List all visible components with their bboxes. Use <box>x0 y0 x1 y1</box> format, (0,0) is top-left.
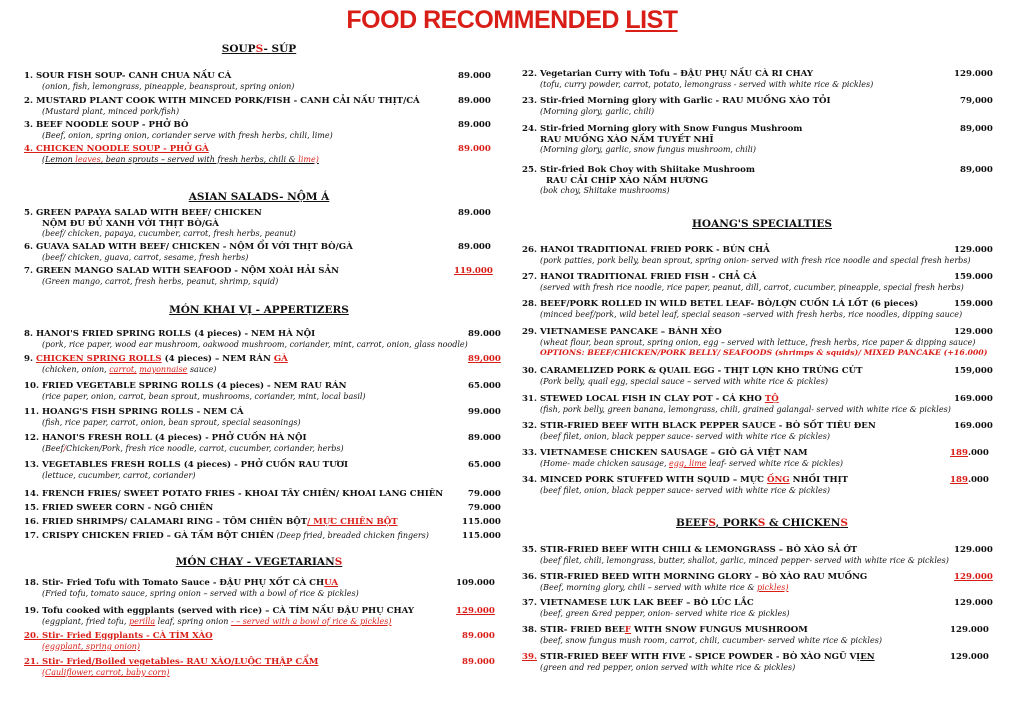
menu-item: 23. Stir-fried Morning glory with Garlic - RAU MUỐNG XÀO TỎI (Morning glory, garlic, chili) <box>522 96 831 116</box>
item-price: 89.000 <box>468 329 501 339</box>
item-price: 129.000 <box>954 245 993 255</box>
menu-item: 19. Tofu cooked with eggplants (served with rice) – CÀ TÍM NẤU ĐẬU PHỤ CHAY (eggplant, fried tofu, perilla leaf, spring onion - – served with a bowl of rice & pickles) <box>24 606 414 626</box>
menu-item: 21. Stir- Fried/Boiled vegetables- RAU XÀO/LUỘC THẬP CẨM (Cauliflower, carrot, baby corn) <box>24 657 319 677</box>
item-price: 89,000 <box>960 165 993 175</box>
item-price: 129.000 <box>954 69 993 79</box>
item-price: 169.000 <box>954 421 993 431</box>
menu-item: 8. HANOI'S FRIED SPRING ROLLS (4 pieces) - NEM HÀ NỘI (pork, rice paper, wood ear mushroom, oakwood mushroom, coriander, mint, carrot, onion, glass noodle) <box>24 329 468 349</box>
menu-item: 27. HANOI TRADITIONAL FRIED FISH - CHẢ CÁ (served with fresh rice noodle, rice paper, peanut, dill, carrot, cucumber, pineapple, special fresh herbs) <box>522 272 964 292</box>
menu-item: 20. Stir- Fried Eggplants - CÀ TÍM XÀO (eggplant, spring onion) <box>24 631 213 651</box>
menu-item: 5. GREEN PAPAYA SALAD WITH BEEF/ CHICKEN NỘM ĐU ĐỦ XANH VỚI THỊT BÒ/GÀ (beef/ chicken, papaya, cucumber, carrot, fresh herbs, peanut) <box>24 208 296 239</box>
item-price: 89.000 <box>468 433 501 443</box>
title-text: FOOD RECOMMENDED <box>346 6 626 34</box>
menu-item: 6. GUAVA SALAD WITH BEEF/ CHICKEN - NỘM ỔI VỚI THỊT BÒ/GÀ (beef/ chicken, guava, carrot, sesame, fresh herbs) <box>24 242 353 262</box>
menu-item: 4. CHICKEN NOODLE SOUP - PHỞ GÀ (Lemon leaves, bean sprouts – served with fresh herbs, chili & lime) <box>24 144 319 164</box>
menu-item: 33. VIETNAMESE CHICKEN SAUSAGE – GIÒ GÀ VIỆT NAM (Home- made chicken sausage, egg, lime leaf- served white rice & pickles) <box>522 448 844 468</box>
section-hoang-specialties: HOANG'S SPECIALTIES <box>692 218 832 230</box>
menu-item: 2. MUSTARD PLANT COOK WITH MINCED PORK/FISH - CANH CẢI NẤU THỊT/CÁ (Mustard plant, minced pork/fish) <box>24 96 420 116</box>
item-price: 159,000 <box>954 366 993 376</box>
menu-item: 11. HOANG'S FISH SPRING ROLLS - NEM CÁ (fish, rice paper, carrot, onion, bean sprout, special seasonings) <box>24 407 301 427</box>
menu-item: 32. STIR-FRIED BEEF WITH BLACK PEPPER SAUCE - BÒ SỐT TIÊU ĐEN (beef filet, onion, black pepper sauce- served with white rice & pickles) <box>522 421 876 441</box>
section-salads: ASIAN SALADS- NỘM Á <box>188 191 330 203</box>
menu-item: 16. FRIED SHRIMPS/ CALAMARI RING – TÔM CHIÊN BỘT/ MỰC CHIÊN BỘT <box>24 517 398 527</box>
menu-item: 35. STIR-FRIED BEEF WITH CHILI & LEMONGRASS – BÒ XÀO SẢ ỚT (beef filet, chili, lemongrass, butter, shallot, garlic, minced pepper- served with white rice & pickles) <box>522 545 949 565</box>
item-price: 99.000 <box>468 407 501 417</box>
title-list-word: LIST <box>625 6 678 34</box>
menu-item: 22. Vegetarian Curry with Tofu – ĐẬU PHỤ NẤU CÀ RI CHAY (tofu, curry powder, carrot, potato, lemongrass - served with white rice & pickles) <box>522 69 874 89</box>
menu-item: 7. GREEN MANGO SALAD WITH SEAFOOD - NỘM XOÀI HẢI SẢN (Green mango, carrot, fresh herbs, peanut, shrimp, squid) <box>24 266 340 286</box>
menu-item: 38. STIR- FRIED BEEF WITH SNOW FUNGUS MUSHROOM (beef, snow fungus mush room, carrot, chili, cucumber- served white rice & pickles) <box>522 625 882 645</box>
section-soups: SOUPS- SÚP <box>221 43 297 55</box>
menu-item: 14. FRENCH FRIES/ SWEET POTATO FRIES - KHOAI TÂY CHIÊN/ KHOAI LANG CHIÊN <box>24 489 444 499</box>
item-price: 129.000 <box>456 606 495 616</box>
item-price: 129.000 <box>950 652 989 662</box>
menu-item: 13. VEGETABLES FRESH ROLLS (4 pieces) - PHỞ CUỐN RAU TƯƠI (lettuce, cucumber, carrot, coriander) <box>24 460 349 480</box>
menu-item: 18. Stir- Fried Tofu with Tomato Sauce - ĐẬU PHỤ XỐT CÀ CHUA (Fried tofu, tomato sauce, spring onion – served with a bowl of rice & pickles) <box>24 578 359 598</box>
menu-item: 10. FRIED VEGETABLE SPRING ROLLS (4 pieces) - NEM RAU RÁN (rice paper, onion, carrot, bean sprout, mushrooms, coriander, mint, local basil) <box>24 381 366 401</box>
item-price: 79.000 <box>468 503 501 513</box>
menu-item: 25. Stir-fried Bok Choy with Shiitake Mushroom RAU CẢI CHÍP XÀO NẤM HƯƠNG (bok choy, Shiitake mushrooms) <box>522 165 755 196</box>
item-price: 89.000 <box>458 242 491 252</box>
section-appetizers: MÓN KHAI VỊ - APPERTIZERS <box>169 304 349 316</box>
item-price: 129.000 <box>954 545 993 555</box>
section-vegetarians: MÓN CHAY - VEGETARIANS <box>175 556 343 568</box>
menu-item: 39. STIR-FRIED BEEF WITH FIVE - SPICE POWDER - BÒ XÀO NGŨ VỊEN (green and red pepper, onion served with white rice & pickles) <box>522 652 875 672</box>
menu-item: 17. CRISPY CHICKEN FRIED – GÀ TẦM BỘT CHIÊN (Deep fried, breaded chicken fingers) <box>24 531 429 541</box>
menu-item: 36. STIR-FRIED BEED WITH MORNING GLORY – BÒ XÀO RAU MUỐNG (Beef, morning glory, chili – served with white rice & pickles) <box>522 572 868 592</box>
item-price: 89,000 <box>960 124 993 134</box>
pancake-options: OPTIONS: BEEF/CHICKEN/PORK BELLY/ SEAFOODS (shrimps & squids)/ MIXED PANCAKE (+16.000) <box>540 348 988 358</box>
item-price: 129.000 <box>954 598 993 608</box>
menu-item: 31. STEWED LOCAL FISH IN CLAY POT - CÁ KHO TỘ (fish, pork belly, green banana, lemongrass, chili, grained galangal- served with white rice & pickles) <box>522 394 951 414</box>
item-price: 89.000 <box>458 120 491 130</box>
menu-item: 30. CARAMELIZED PORK & QUAIL EGG - THỊT LỢN KHO TRỨNG CÚT (Pork belly, quail egg, special sauce – served with white rice & pickles) <box>522 366 863 386</box>
item-price: 89.000 <box>458 71 491 81</box>
item-price: 65.000 <box>468 381 501 391</box>
menu-item: 15. FRIED SWEER CORN - NGÔ CHIÊN <box>24 503 214 513</box>
item-price: 89,000 <box>468 354 501 364</box>
item-price: 119.000 <box>454 266 493 276</box>
section-beefs-porks-chickens: BEEFS, PORKS & CHICKENS <box>675 517 849 529</box>
menu-item: 34. MINCED PORK STUFFED WITH SQUID – MỰC ỐNG NHỒI THỊT (beef filet, onion, black pepper sauce- served with white rice & pickles) <box>522 475 849 495</box>
item-price: 89.000 <box>458 144 491 154</box>
menu-title <box>0 6 1024 35</box>
menu-item: 26. HANOI TRADITIONAL FRIED PORK - BÚN CHẢ (pork patties, pork belly, bean sprout, spring onion- served with fresh rice noodle and special fresh herbs) <box>522 245 971 265</box>
menu-item: 3. BEEF NOODLE SOUP - PHỞ BÒ (Beef, onion, spring onion, coriander serve with fresh herbs, chili, lime) <box>24 120 333 140</box>
item-price: 115.000 <box>462 517 501 527</box>
menu-item: 37. VIETNAMESE LUK LAK BEEF – BÒ LÚC LẮC (beef, green &red pepper, onion- served white rice & pickles) <box>522 598 790 618</box>
menu-item: 1. SOUR FISH SOUP- CANH CHUA NẤU CÁ (onion, fish, lemongrass, pineapple, beansprout, spring onion) <box>24 71 295 91</box>
item-price: 79.000 <box>468 489 501 499</box>
menu-item: 28. BEEF/PORK ROLLED IN WILD BETEL LEAF- BÒ/LỢN CUỐN LÁ LỐT (6 pieces) (minced beef/pork, wild betel leaf, special season –served with fresh herbs, rice noodles, dipping sauce) <box>522 299 963 319</box>
item-price: 89.000 <box>458 96 491 106</box>
item-price: 129.000 <box>954 572 993 582</box>
item-price: 109.000 <box>456 578 495 588</box>
item-price: 115.000 <box>462 531 501 541</box>
item-price: 129.000 <box>950 625 989 635</box>
menu-item: 12. HANOI'S FRESH ROLL (4 pieces) - PHỞ CUỐN HÀ NỘI (Beef/Chicken/Pork, fresh rice noodle, carrot, cucumber, coriander, herbs) <box>24 433 344 453</box>
item-price: 65.000 <box>468 460 501 470</box>
item-price: 89.000 <box>462 657 495 667</box>
item-price: 79,000 <box>960 96 993 106</box>
menu-item: 24. Stir-fried Morning glory with Snow Fungus Mushroom RAU MUỐNG XÀO NẤM TUYẾT NHĨ (Morning glory, garlic, snow fungus mushroom, chili) <box>522 124 803 155</box>
menu-item: 9. CHICKEN SPRING ROLLS (4 pieces) – NEM RÁN GÀ (chicken, onion, carrot, mayonnaise sauce) <box>24 354 288 374</box>
menu-item: 29. VIETNAMESE PANCAKE – BÁNH XÈO (wheat flour, bean sprout, spring onion, egg – served with lettuce, fresh herbs, rice paper & dipping sauce) OPTIONS: BEEF/CHICKEN/PORK BELLY/ SEAFOODS (shrimps & squids)/ MIXED PANCAKE (+16.000) <box>522 327 988 358</box>
item-price: 169.000 <box>954 394 993 404</box>
item-price: 159.000 <box>954 272 993 282</box>
item-price: 89.000 <box>462 631 495 641</box>
item-price: 89.000 <box>458 208 491 218</box>
item-price: 129.000 <box>954 327 993 337</box>
item-price: 159.000 <box>954 299 993 309</box>
